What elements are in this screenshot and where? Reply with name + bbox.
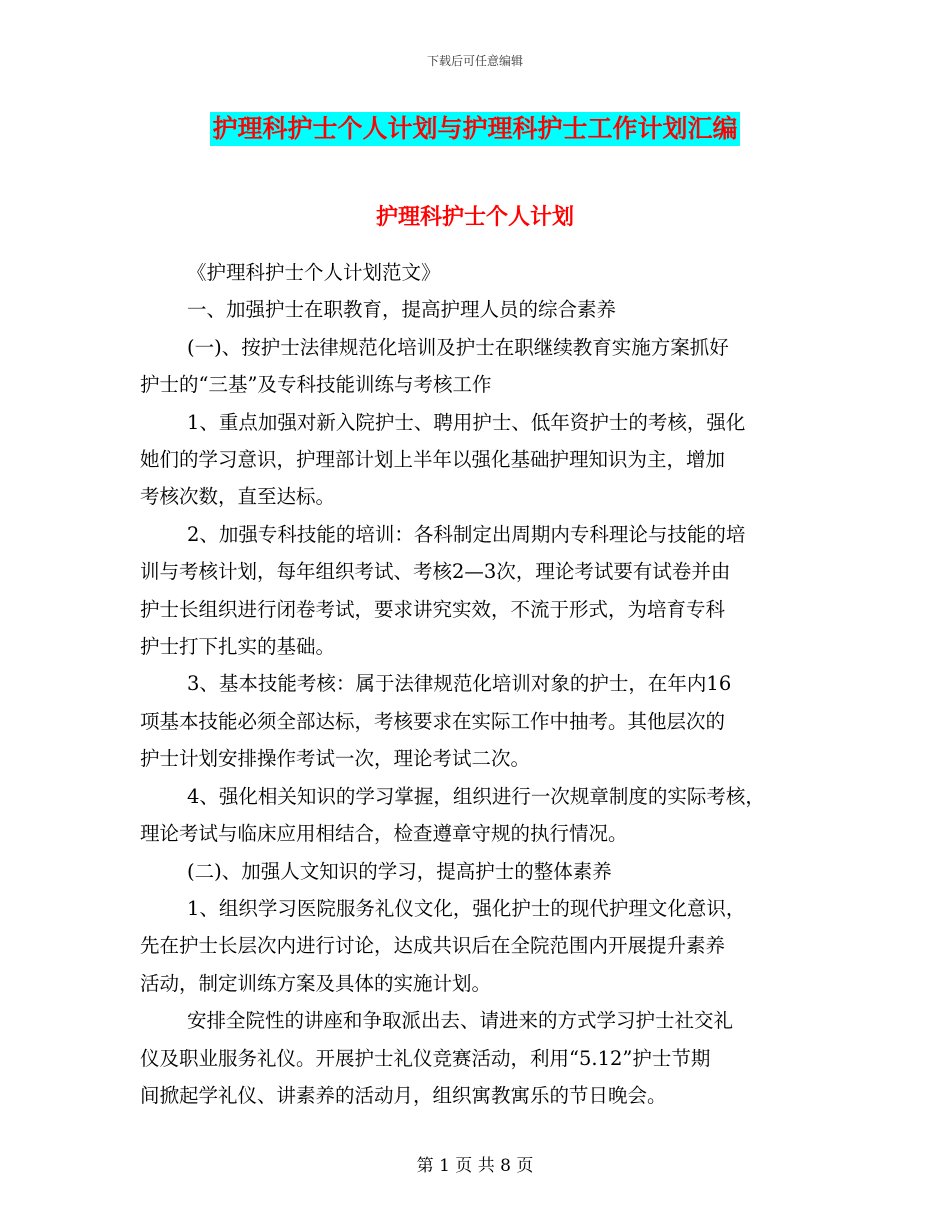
document-body: [140, 254, 830, 1114]
paragraph-line: 她们的学习意识，护理部计划上半年以强化基础护理知识为主，增加: [140, 448, 726, 472]
paragraph-line: 活动，制定训练方案及具体的实施计划。: [140, 971, 492, 995]
paragraph-line: 2、加强专科技能的培训：各科制定出周期内专科理论与技能的培: [187, 522, 746, 546]
document-title-container: [0, 112, 950, 146]
paragraph: [140, 329, 830, 404]
paragraph-line: 安排全院性的讲座和争取派出去、请进来的方式学习护士社交礼: [187, 1009, 734, 1033]
paragraph-line: 考核次数，直至达标。: [140, 485, 336, 509]
paragraph-line: 4、强化相关知识的学习掌握，组织进行一次规章制度的实际考核，: [187, 784, 765, 808]
paragraph-line: (一)、按护士法律规范化培训及护士在职继续教育实施方案抓好: [187, 335, 729, 359]
paragraph-line: 护士计划安排操作考试一次，理论考试二次。: [140, 747, 531, 771]
paragraph-line: 项基本技能必须全部达标，考核要求在实际工作中抽考。其他层次的: [140, 709, 726, 733]
paragraph: [140, 890, 830, 1002]
paragraph-line: 仪及职业服务礼仪。开展护士礼仪竞赛活动，利用“5.12”护士节期: [140, 1046, 711, 1070]
paragraph: [140, 1002, 830, 1114]
paragraph-line: (二)、加强人文知识的学习，提高护士的整体素养: [187, 859, 612, 883]
paragraph: [140, 853, 830, 890]
paragraph-line: 护士打下扎实的基础。: [140, 635, 336, 659]
paragraph-line: 护士长组织进行闭卷考试，要求讲究实效，不流于形式，为培育专科: [140, 597, 726, 621]
paragraph: [140, 516, 830, 666]
paragraph-line: 理论考试与临床应用相结合，检查遵章守规的执行情况。: [140, 822, 628, 846]
paragraph: [140, 404, 830, 516]
paragraph-line: 间掀起学礼仪、讲素养的活动月，组织寓教寓乐的节日晚会。: [140, 1083, 667, 1107]
paragraph-line: 3、基本技能考核：属于法律规范化培训对象的护士，在年内16: [187, 672, 732, 696]
paragraph-line: 1、重点加强对新入院护士、聘用护士、低年资护士的考核，强化: [187, 410, 746, 434]
page-number-footer: 第 1 页 共 8 页: [416, 1156, 534, 1176]
paragraph: [140, 778, 830, 853]
page-header: 下载后可任意编辑: [426, 54, 523, 68]
section-title: 护理科护士个人计划: [375, 204, 574, 230]
paragraph-line: 先在护士长层次内进行讨论，达成共识后在全院范围内开展提升素养: [140, 934, 726, 958]
paragraph-line: 训与考核计划，每年组织考试、考核2—3次，理论考试要有试卷并由: [140, 560, 731, 584]
paragraph-line: 护士的“三基”及专科技能训练与考核工作: [140, 373, 492, 397]
paragraph-line: 1、组织学习医院服务礼仪文化，强化护士的现代护理文化意识，: [187, 896, 746, 920]
paragraph-line: 一、加强护士在职教育，提高护理人员的综合素养: [187, 298, 617, 322]
paragraph: [140, 254, 830, 291]
paragraph: [140, 291, 830, 328]
paragraph-line: 《护理科护士个人计划范文》: [187, 261, 441, 284]
paragraph: [140, 665, 830, 777]
document-title: 护理科护士个人计划与护理科护士工作计划汇编: [210, 112, 739, 146]
